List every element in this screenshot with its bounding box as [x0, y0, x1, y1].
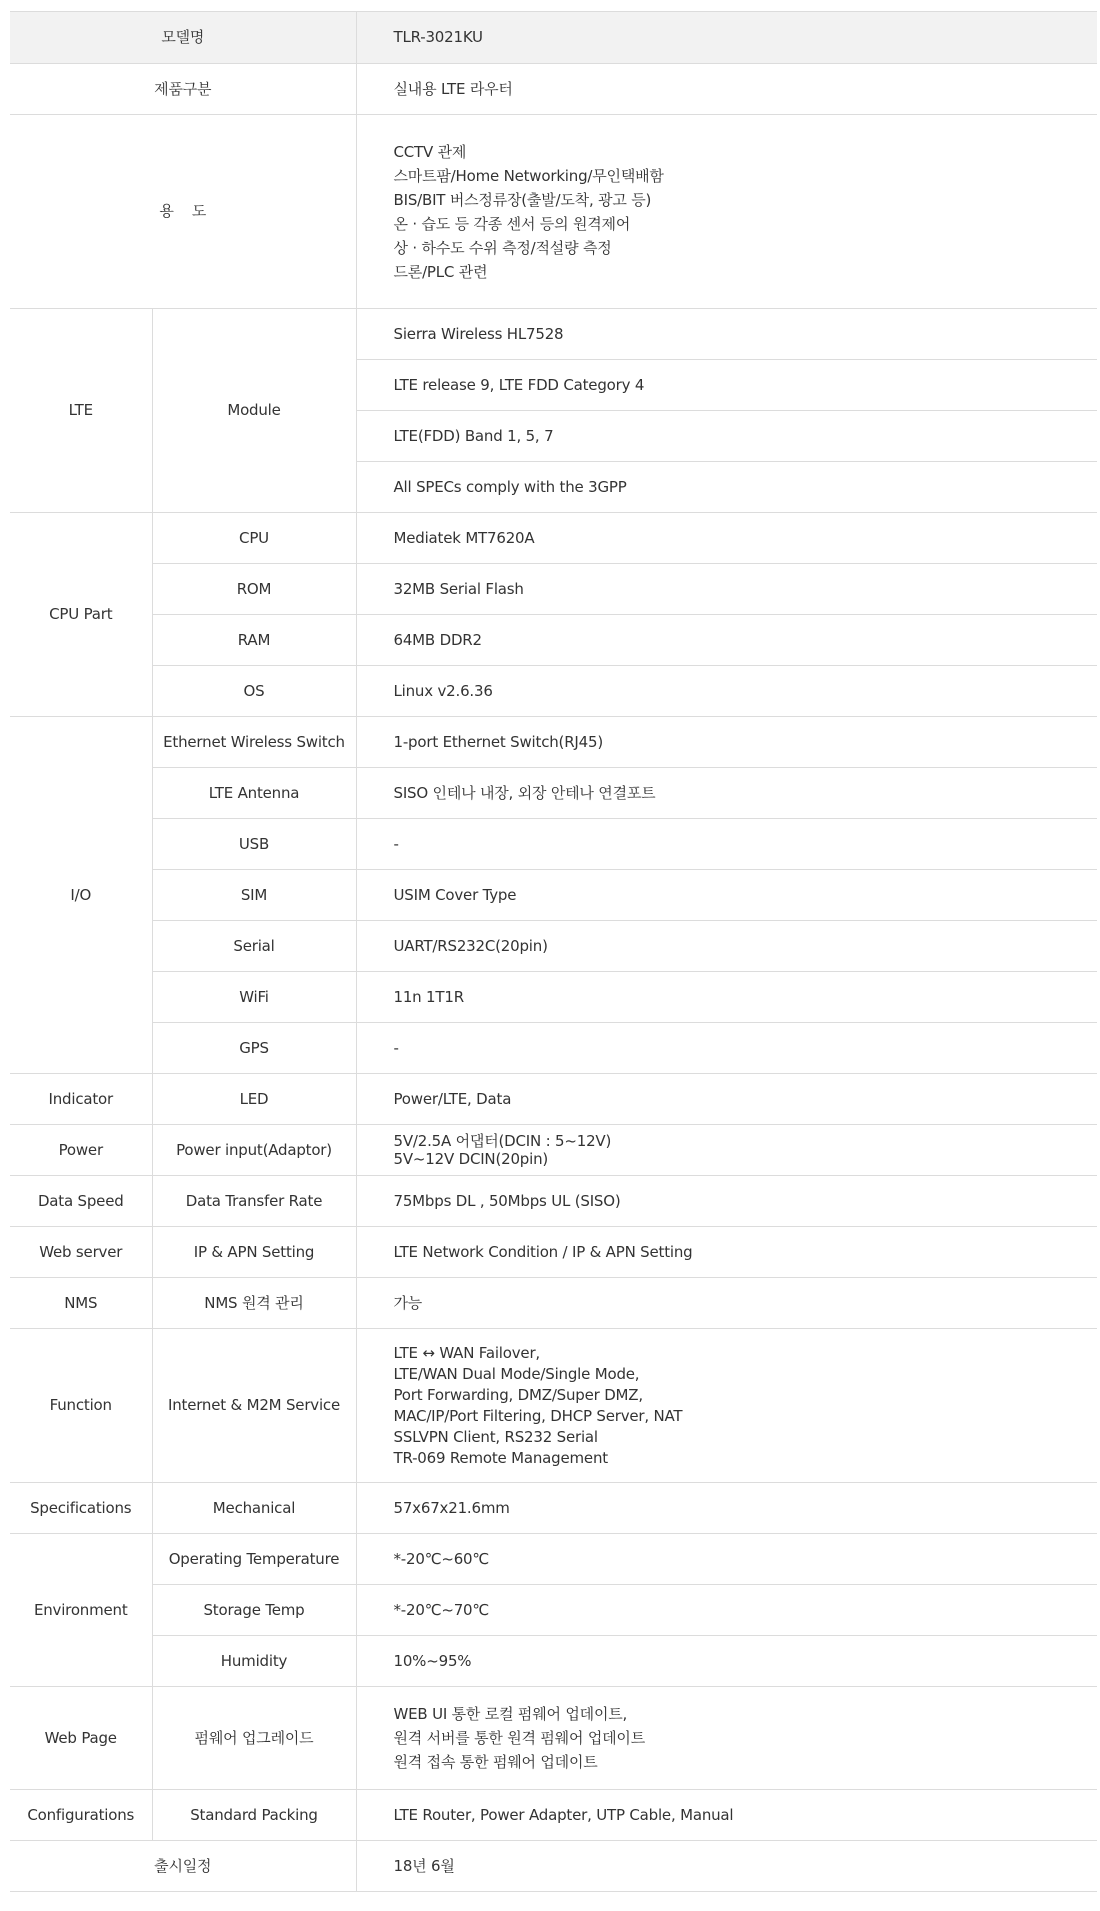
model-value: TLR-3021KU [356, 12, 1097, 64]
indicator-label: Indicator [10, 1074, 152, 1125]
operating-temp-sub-label: Operating Temperature [152, 1534, 356, 1585]
function-label: Function [10, 1329, 152, 1483]
lte-module-label: Module [152, 309, 356, 513]
usage-line: 드론/PLC 관련 [393, 262, 488, 281]
row-wifi [10, 972, 1097, 1023]
row-function [10, 1329, 1097, 1483]
data-speed-label: Data Speed [10, 1176, 152, 1227]
row-lte [10, 309, 1097, 360]
lte-label: LTE [10, 309, 152, 513]
function-line: SSLVPN Client, RS232 Serial [393, 1427, 598, 1446]
firmware-line: 원격 서버를 통한 원격 펌웨어 업데이트 [393, 1729, 645, 1747]
gps-value: - [356, 1023, 1097, 1074]
row-serial [10, 921, 1097, 972]
environment-label: Environment [10, 1534, 152, 1687]
row-web-server [10, 1227, 1097, 1278]
model-label: 모델명 [10, 12, 356, 64]
operating-temp-value: *-20℃~60℃ [356, 1534, 1097, 1585]
firmware-upgrade-value [356, 1687, 1097, 1790]
ethernet-value: 1-port Ethernet Switch(RJ45) [356, 717, 1097, 768]
row-ethernet [10, 717, 1097, 768]
wifi-sub-label: WiFi [152, 972, 356, 1023]
usage-line: BIS/BIT 버스정류장(출발/도착, 광고 등) [393, 190, 652, 209]
cpu-part-label: CPU Part [10, 513, 152, 717]
firmware-upgrade-sub-label: 펌웨어 업그레이드 [152, 1687, 356, 1790]
os-value: Linux v2.6.36 [356, 666, 1097, 717]
rom-value: 32MB Serial Flash [356, 564, 1097, 615]
storage-temp-sub-label: Storage Temp [152, 1585, 356, 1636]
ram-value: 64MB DDR2 [356, 615, 1097, 666]
power-value [356, 1125, 1097, 1176]
standard-packing-value: LTE Router, Power Adapter, UTP Cable, Manual [356, 1790, 1097, 1841]
lte-antenna-value: SISO 인테나 내장, 외장 안테나 연결포트 [356, 768, 1097, 819]
cpu-value: Mediatek MT7620A [356, 513, 1097, 564]
ethernet-sub-label: Ethernet Wireless Switch [152, 717, 356, 768]
mechanical-value: 57x67x21.6mm [356, 1483, 1097, 1534]
row-cpu [10, 513, 1097, 564]
ram-sub-label: RAM [152, 615, 356, 666]
usage-value [356, 115, 1097, 309]
web-server-label: Web server [10, 1227, 152, 1278]
function-line: LTE/WAN Dual Mode/Single Mode, [393, 1364, 640, 1383]
firmware-line: 원격 접속 통한 펌웨어 업데이트 [393, 1753, 598, 1771]
category-value: 실내용 LTE 라우터 [356, 64, 1097, 115]
io-label: I/O [10, 717, 152, 1074]
specifications-label: Specifications [10, 1483, 152, 1534]
row-os [10, 666, 1097, 717]
storage-temp-value: *-20℃~70℃ [356, 1585, 1097, 1636]
lte-value: Sierra Wireless HL7528 [356, 309, 1097, 360]
cpu-sub-label: CPU [152, 513, 356, 564]
row-storage-temp [10, 1585, 1097, 1636]
ip-apn-sub-label: IP & APN Setting [152, 1227, 356, 1278]
lte-value: LTE release 9, LTE FDD Category 4 [356, 360, 1097, 411]
humidity-value: 10%~95% [356, 1636, 1097, 1687]
configurations-label: Configurations [10, 1790, 152, 1841]
humidity-sub-label: Humidity [152, 1636, 356, 1687]
row-gps [10, 1023, 1097, 1074]
usage-line: 상 · 하수도 수위 측정/적설량 측정 [393, 238, 612, 257]
row-release [10, 1841, 1097, 1892]
usage-line: CCTV 관제 [393, 142, 467, 161]
transfer-rate-value: 75Mbps DL , 50Mbps UL (SISO) [356, 1176, 1097, 1227]
row-ram [10, 615, 1097, 666]
os-sub-label: OS [152, 666, 356, 717]
row-category [10, 64, 1097, 115]
web-page-label: Web Page [10, 1687, 152, 1790]
mechanical-sub-label: Mechanical [152, 1483, 356, 1534]
serial-value: UART/RS232C(20pin) [356, 921, 1097, 972]
function-line: Port Forwarding, DMZ/Super DMZ, [393, 1385, 643, 1404]
row-indicator [10, 1074, 1097, 1125]
serial-sub-label: Serial [152, 921, 356, 972]
m2m-service-sub-label: Internet & M2M Service [152, 1329, 356, 1483]
power-line: 5V/2.5A 어댑터(DCIN : 5~12V) [393, 1132, 612, 1150]
wifi-value: 11n 1T1R [356, 972, 1097, 1023]
nms-remote-sub-label: NMS 원격 관리 [152, 1278, 356, 1329]
rom-sub-label: ROM [152, 564, 356, 615]
sim-sub-label: SIM [152, 870, 356, 921]
row-humidity [10, 1636, 1097, 1687]
function-value [356, 1329, 1097, 1483]
row-model [10, 12, 1097, 64]
function-line: TR-069 Remote Management [393, 1448, 608, 1467]
release-label: 출시일정 [10, 1841, 356, 1892]
row-specifications [10, 1483, 1097, 1534]
row-sim [10, 870, 1097, 921]
transfer-rate-sub-label: Data Transfer Rate [152, 1176, 356, 1227]
standard-packing-sub-label: Standard Packing [152, 1790, 356, 1841]
row-operating-temp [10, 1534, 1097, 1585]
row-data-speed [10, 1176, 1097, 1227]
gps-sub-label: GPS [152, 1023, 356, 1074]
release-value: 18년 6월 [356, 1841, 1097, 1892]
usage-label: 용 도 [10, 115, 356, 309]
row-lte-antenna [10, 768, 1097, 819]
lte-antenna-sub-label: LTE Antenna [152, 768, 356, 819]
firmware-line: WEB UI 통한 로컬 펌웨어 업데이트, [393, 1705, 628, 1723]
row-usb [10, 819, 1097, 870]
usb-value: - [356, 819, 1097, 870]
row-nms [10, 1278, 1097, 1329]
ip-apn-value: LTE Network Condition / IP & APN Setting [356, 1227, 1097, 1278]
usb-sub-label: USB [152, 819, 356, 870]
power-label: Power [10, 1125, 152, 1176]
led-sub-label: LED [152, 1074, 356, 1125]
row-rom [10, 564, 1097, 615]
nms-value: 가능 [356, 1278, 1097, 1329]
usage-line: 스마트팜/Home Networking/무인택배함 [393, 166, 664, 185]
function-line: LTE ↔ WAN Failover, [393, 1343, 540, 1362]
nms-label: NMS [10, 1278, 152, 1329]
sim-value: USIM Cover Type [356, 870, 1097, 921]
lte-value: LTE(FDD) Band 1, 5, 7 [356, 411, 1097, 462]
row-power [10, 1125, 1097, 1176]
spec-table [10, 11, 1097, 1892]
led-value: Power/LTE, Data [356, 1074, 1097, 1125]
lte-value: All SPECs comply with the 3GPP [356, 462, 1097, 513]
power-line: 5V~12V DCIN(20pin) [393, 1150, 549, 1168]
power-input-sub-label: Power input(Adaptor) [152, 1125, 356, 1176]
function-line: MAC/IP/Port Filtering, DHCP Server, NAT [393, 1406, 683, 1425]
category-label: 제품구분 [10, 64, 356, 115]
row-usage [10, 115, 1097, 309]
row-configurations [10, 1790, 1097, 1841]
usage-line: 온 · 습도 등 각종 센서 등의 원격제어 [393, 214, 631, 233]
row-web-page [10, 1687, 1097, 1790]
spec-table-container [10, 11, 1097, 1892]
